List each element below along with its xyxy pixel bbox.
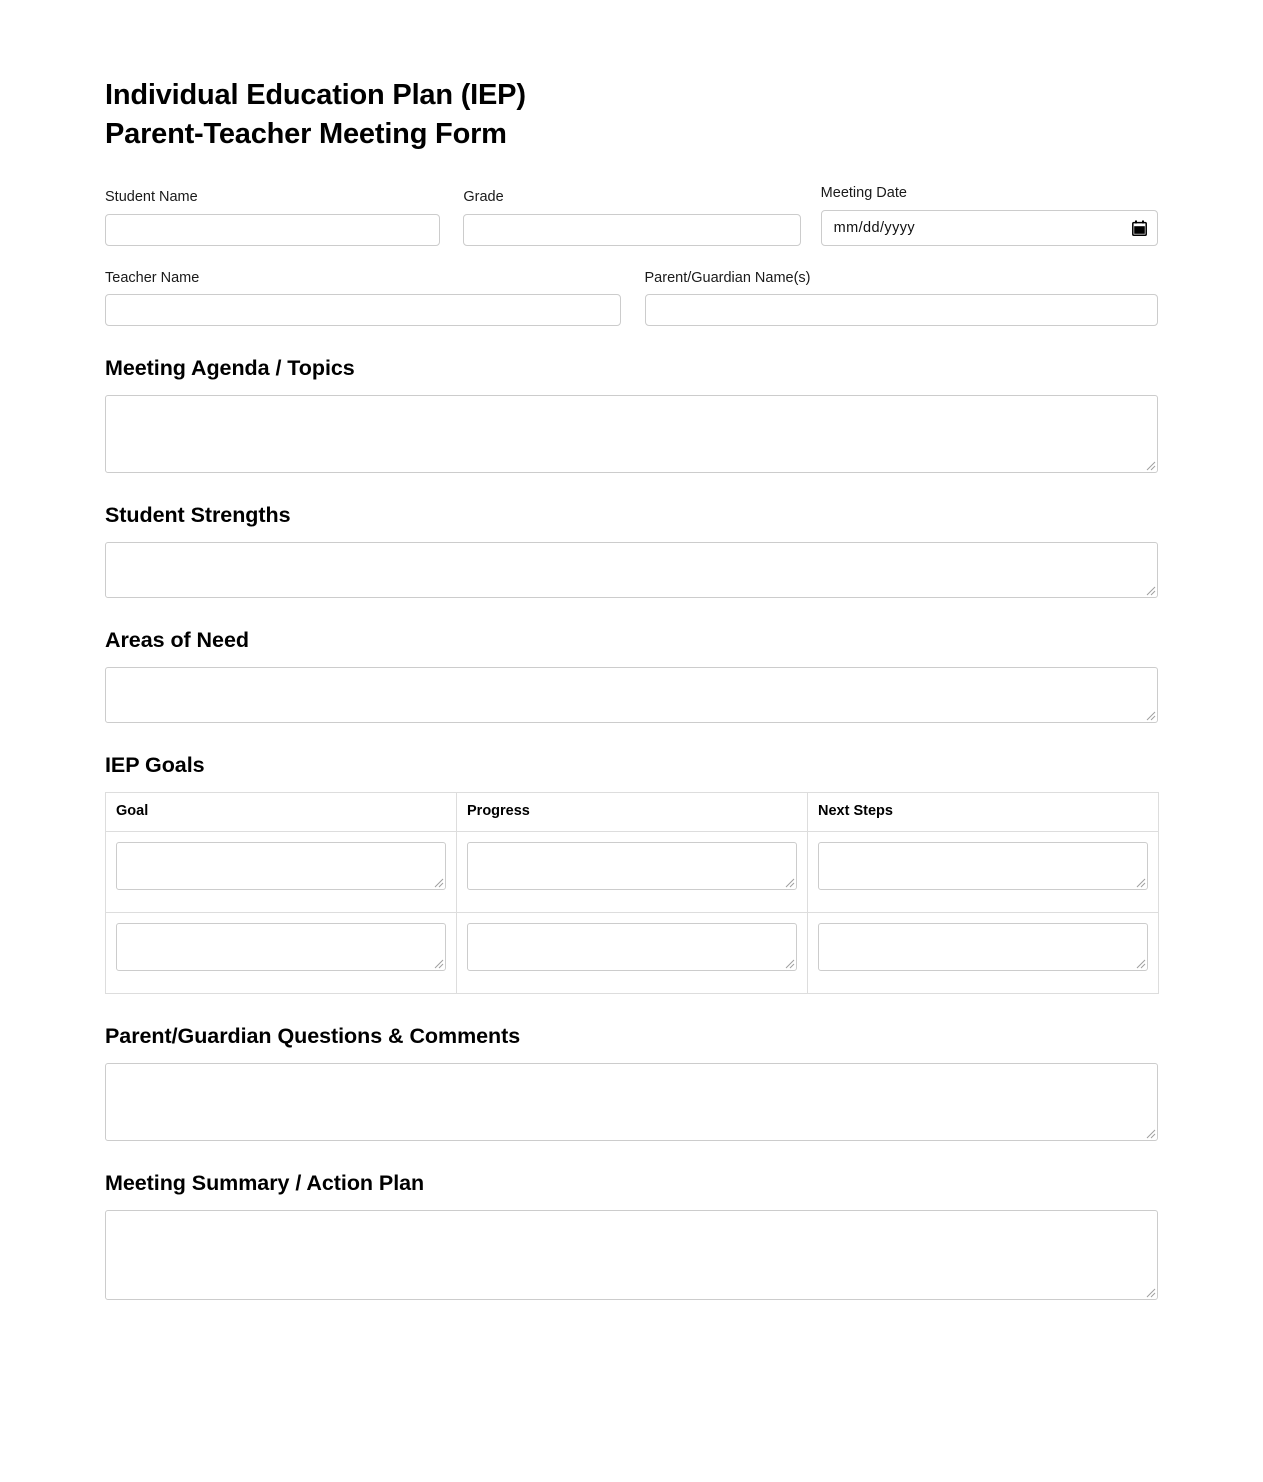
calendar-icon[interactable] [1132,220,1147,236]
needs-textarea[interactable] [105,667,1158,723]
teacher-name-label: Teacher Name [105,269,200,286]
page-title-line-2: Parent-Teacher Meeting Form [105,117,507,150]
next-steps-textarea-row-2[interactable] [818,923,1148,971]
identity-row-1 [105,184,1158,246]
teacher-name-field [105,269,621,327]
identity-row-2 [105,269,1158,327]
table-row [106,832,1159,913]
questions-heading: Parent/Guardian Questions & Comments [105,1024,521,1049]
next-steps-textarea-wrap [818,842,1148,890]
meeting-date-field [821,184,1158,246]
goals-table-head [106,793,1159,832]
student-name-input[interactable] [105,214,440,246]
next-steps-textarea-wrap [818,923,1148,971]
meeting-date-input[interactable] [821,210,1158,246]
questions-textarea[interactable] [105,1063,1158,1141]
goals-column-header-goal: Goal [106,793,457,832]
summary-textarea[interactable] [105,1210,1158,1300]
progress-textarea-row-1[interactable] [467,842,797,890]
progress-textarea-row-2[interactable] [467,923,797,971]
goals-cell-progress [457,913,808,994]
goal-textarea-row-1[interactable] [116,842,446,890]
goals-cell-next-steps [808,913,1159,994]
strengths-heading: Student Strengths [105,503,291,528]
strengths-textarea-wrap [105,542,1158,598]
student-name-label: Student Name [105,188,198,205]
grade-input[interactable] [463,214,800,246]
strengths-textarea[interactable] [105,542,1158,598]
agenda-heading: Meeting Agenda / Topics [105,356,355,381]
parent-guardian-label: Parent/Guardian Name(s) [644,269,811,286]
table-row [106,913,1159,994]
summary-textarea-wrap [105,1210,1158,1300]
needs-heading: Areas of Need [105,628,249,653]
meeting-date-placeholder: mm/dd/yyyy [833,219,916,236]
agenda-textarea[interactable] [105,395,1158,473]
goals-table-header-row [106,793,1159,832]
parent-guardian-field [645,269,1159,327]
parent-guardian-input[interactable] [645,294,1159,326]
student-name-field [105,188,440,246]
goal-textarea-wrap [116,923,446,971]
goals-cell-goal [106,832,457,913]
goal-textarea-row-2[interactable] [116,923,446,971]
progress-textarea-wrap [467,842,797,890]
agenda-textarea-wrap [105,395,1158,473]
goal-textarea-wrap [116,842,446,890]
goals-cell-next-steps [808,832,1159,913]
goals-column-header-progress: Progress [457,793,808,832]
page-title [105,76,1158,154]
page-title-line-1: Individual Education Plan (IEP) [105,79,526,111]
summary-heading: Meeting Summary / Action Plan [105,1171,425,1196]
next-steps-textarea-row-1[interactable] [818,842,1148,890]
needs-textarea-wrap [105,667,1158,723]
grade-field [463,188,800,246]
grade-label: Grade [463,188,504,205]
progress-textarea-wrap [467,923,797,971]
goals-cell-progress [457,832,808,913]
teacher-name-input[interactable] [105,294,621,326]
goals-table-body [106,832,1159,994]
goals-heading: IEP Goals [105,753,205,778]
goals-column-header-next-steps: Next Steps [808,793,1159,832]
iep-goals-table [105,792,1159,994]
goals-cell-goal [106,913,457,994]
meeting-date-label: Meeting Date [820,184,907,201]
questions-textarea-wrap [105,1063,1158,1141]
